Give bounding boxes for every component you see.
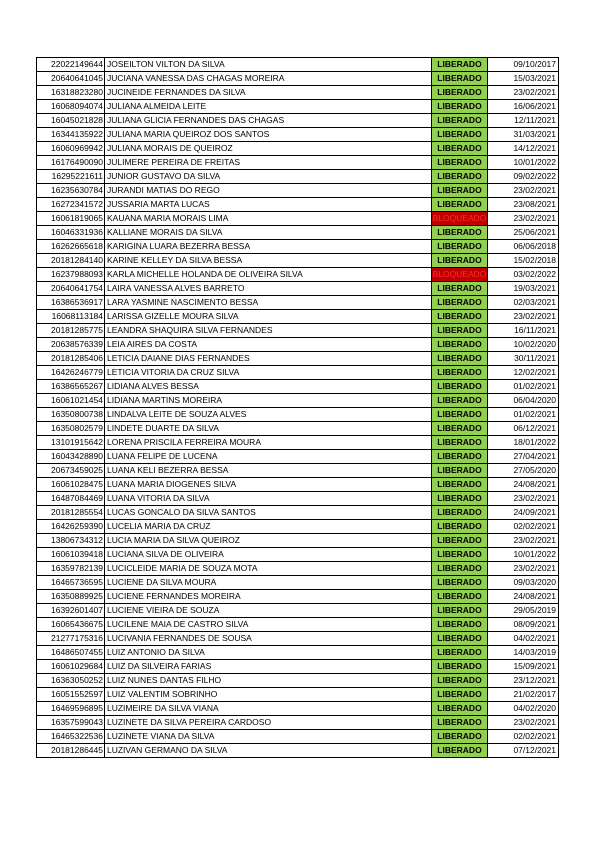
table-row: [37, 58, 559, 72]
record-id-cell: 20640641045: [37, 72, 105, 86]
table-row: [37, 282, 559, 296]
status-cell: LIBERADO: [432, 142, 488, 156]
record-id-cell: 16046331936: [37, 226, 105, 240]
record-name-cell: LUCIENE FERNANDES MOREIRA: [105, 590, 432, 604]
table-row: [37, 198, 559, 212]
record-id-cell: 16235630784: [37, 184, 105, 198]
record-id-cell: 16262665618: [37, 240, 105, 254]
record-id-cell: 16060969942: [37, 142, 105, 156]
table-row: [37, 450, 559, 464]
status-cell: LIBERADO: [432, 492, 488, 506]
table-row: [37, 170, 559, 184]
record-name-cell: LUANA KELI BEZERRA BESSA: [105, 464, 432, 478]
record-name-cell: LUIZ ANTONIO DA SILVA: [105, 646, 432, 660]
record-name-cell: KARIGINA LUARA BEZERRA BESSA: [105, 240, 432, 254]
status-cell: LIBERADO: [432, 520, 488, 534]
record-name-cell: LIDIANA ALVES BESSA: [105, 380, 432, 394]
status-cell: LIBERADO: [432, 506, 488, 520]
table-row: [37, 72, 559, 86]
record-id-cell: 20638576339: [37, 338, 105, 352]
record-id-cell: 20181284140: [37, 254, 105, 268]
status-cell: LIBERADO: [432, 380, 488, 394]
status-cell: LIBERADO: [432, 646, 488, 660]
record-id-cell: 16465736595: [37, 576, 105, 590]
status-cell: LIBERADO: [432, 394, 488, 408]
date-cell: 12/11/2021: [488, 114, 559, 128]
status-cell: BLOQUEADO: [432, 268, 488, 282]
status-cell: LIBERADO: [432, 156, 488, 170]
date-cell: 02/02/2021: [488, 730, 559, 744]
record-name-cell: LUCICLEIDE MARIA DE SOUZA MOTA: [105, 562, 432, 576]
record-id-cell: 16487084469: [37, 492, 105, 506]
status-cell: LIBERADO: [432, 254, 488, 268]
record-name-cell: LUIZ VALENTIM SOBRINHO: [105, 688, 432, 702]
record-id-cell: 16359782139: [37, 562, 105, 576]
table-row: [37, 240, 559, 254]
date-cell: 02/02/2021: [488, 520, 559, 534]
table-row: [37, 520, 559, 534]
record-id-cell: 16350800738: [37, 408, 105, 422]
table-row: [37, 604, 559, 618]
date-cell: 16/11/2021: [488, 324, 559, 338]
record-id-cell: 16051552597: [37, 688, 105, 702]
date-cell: 10/01/2022: [488, 156, 559, 170]
status-cell: LIBERADO: [432, 702, 488, 716]
record-name-cell: LUZIVAN GERMANO DA SILVA: [105, 744, 432, 758]
status-cell: LIBERADO: [432, 548, 488, 562]
record-name-cell: LUZINETE VIANA DA SILVA: [105, 730, 432, 744]
record-id-cell: 16386536917: [37, 296, 105, 310]
status-cell: LIBERADO: [432, 408, 488, 422]
record-name-cell: LUCILENE MAIA DE CASTRO SILVA: [105, 618, 432, 632]
table-row: [37, 744, 559, 758]
record-name-cell: LORENA PRISCILA FERREIRA MOURA: [105, 436, 432, 450]
record-name-cell: LEIA AIRES DA COSTA: [105, 338, 432, 352]
status-cell: LIBERADO: [432, 604, 488, 618]
date-cell: 24/08/2021: [488, 590, 559, 604]
table-row: [37, 408, 559, 422]
record-id-cell: 16465322536: [37, 730, 105, 744]
status-cell: LIBERADO: [432, 618, 488, 632]
date-cell: 31/03/2021: [488, 128, 559, 142]
date-cell: 01/02/2021: [488, 408, 559, 422]
date-cell: 21/02/2017: [488, 688, 559, 702]
table-row: [37, 380, 559, 394]
record-id-cell: 16061021454: [37, 394, 105, 408]
table-row: [37, 576, 559, 590]
record-id-cell: 13806734312: [37, 534, 105, 548]
record-name-cell: LUCIENE VIEIRA DE SOUZA: [105, 604, 432, 618]
status-cell: LIBERADO: [432, 226, 488, 240]
record-id-cell: 16363050252: [37, 674, 105, 688]
record-id-cell: 16272341572: [37, 198, 105, 212]
record-id-cell: 16386565267: [37, 380, 105, 394]
status-cell: LIBERADO: [432, 436, 488, 450]
date-cell: 23/02/2021: [488, 86, 559, 100]
record-name-cell: LUCELIA MARIA DA CRUZ: [105, 520, 432, 534]
date-cell: 23/08/2021: [488, 198, 559, 212]
status-cell: LIBERADO: [432, 100, 488, 114]
date-cell: 15/09/2021: [488, 660, 559, 674]
record-id-cell: 16061029684: [37, 660, 105, 674]
date-cell: 06/12/2021: [488, 422, 559, 436]
status-cell: LIBERADO: [432, 688, 488, 702]
table-row: [37, 702, 559, 716]
status-cell: LIBERADO: [432, 464, 488, 478]
record-name-cell: KALLIANE MORAIS DA SILVA: [105, 226, 432, 240]
record-id-cell: 16068094074: [37, 100, 105, 114]
record-id-cell: 16426246779: [37, 366, 105, 380]
date-cell: 18/01/2022: [488, 436, 559, 450]
table-row: [37, 86, 559, 100]
record-name-cell: LUCIA MARIA DA SILVA QUEIROZ: [105, 534, 432, 548]
table-row: [37, 226, 559, 240]
table-row: [37, 324, 559, 338]
table-row: [37, 730, 559, 744]
table-row: [37, 464, 559, 478]
record-name-cell: LUANA MARIA DIOGENES SILVA: [105, 478, 432, 492]
date-cell: 02/03/2021: [488, 296, 559, 310]
date-cell: 10/02/2020: [488, 338, 559, 352]
record-name-cell: LUIZ DA SILVEIRA FARIAS: [105, 660, 432, 674]
record-name-cell: LUCIVANIA FERNANDES DE SOUSA: [105, 632, 432, 646]
record-id-cell: 16350802579: [37, 422, 105, 436]
status-cell: BLOQUEADO: [432, 212, 488, 226]
date-cell: 24/09/2021: [488, 506, 559, 520]
table-row: [37, 534, 559, 548]
date-cell: 23/02/2021: [488, 184, 559, 198]
date-cell: 10/01/2022: [488, 548, 559, 562]
date-cell: 25/06/2021: [488, 226, 559, 240]
record-name-cell: LARISSA GIZELLE MOURA SILVA: [105, 310, 432, 324]
table-row: [37, 184, 559, 198]
record-name-cell: LUANA VITORIA DA SILVA: [105, 492, 432, 506]
status-cell: LIBERADO: [432, 310, 488, 324]
table-row: [37, 716, 559, 730]
record-id-cell: 16061039418: [37, 548, 105, 562]
record-id-cell: 16350889925: [37, 590, 105, 604]
record-name-cell: JULIANA MARIA QUEIROZ DOS SANTOS: [105, 128, 432, 142]
record-id-cell: 16392601407: [37, 604, 105, 618]
table-row: [37, 296, 559, 310]
record-name-cell: JUCINEIDE FERNANDES DA SILVA: [105, 86, 432, 100]
status-cell: LIBERADO: [432, 576, 488, 590]
date-cell: 23/02/2021: [488, 310, 559, 324]
table-row: [37, 674, 559, 688]
record-id-cell: 16043428890: [37, 450, 105, 464]
date-cell: 09/03/2020: [488, 576, 559, 590]
record-name-cell: KARINE KELLEY DA SILVA BESSA: [105, 254, 432, 268]
status-cell: LIBERADO: [432, 72, 488, 86]
date-cell: 15/03/2021: [488, 72, 559, 86]
record-name-cell: JULIANA MORAIS DE QUEIROZ: [105, 142, 432, 156]
date-cell: 04/02/2020: [488, 702, 559, 716]
status-cell: LIBERADO: [432, 170, 488, 184]
record-id-cell: 20640641754: [37, 282, 105, 296]
date-cell: 06/04/2020: [488, 394, 559, 408]
table-row: [37, 268, 559, 282]
record-id-cell: 16486507455: [37, 646, 105, 660]
table-row: [37, 128, 559, 142]
record-id-cell: 21277175316: [37, 632, 105, 646]
record-name-cell: JUNIOR GUSTAVO DA SILVA: [105, 170, 432, 184]
record-id-cell: 13101915642: [37, 436, 105, 450]
record-id-cell: 16061028475: [37, 478, 105, 492]
table-row: [37, 310, 559, 324]
record-name-cell: LETICIA DAIANE DIAS FERNANDES: [105, 352, 432, 366]
record-name-cell: LUCIANA SILVA DE OLIVEIRA: [105, 548, 432, 562]
table-row: [37, 492, 559, 506]
record-id-cell: 16237988093: [37, 268, 105, 282]
date-cell: 23/02/2021: [488, 212, 559, 226]
status-cell: LIBERADO: [432, 590, 488, 604]
record-name-cell: JUSSARIA MARTA LUCAS: [105, 198, 432, 212]
date-cell: 14/03/2019: [488, 646, 559, 660]
table-row: [37, 548, 559, 562]
table-row: [37, 366, 559, 380]
record-id-cell: 16426259390: [37, 520, 105, 534]
status-cell: LIBERADO: [432, 562, 488, 576]
record-name-cell: KARLA MICHELLE HOLANDA DE OLIVEIRA SILVA: [105, 268, 432, 282]
record-name-cell: LUZIMEIRE DA SILVA VIANA: [105, 702, 432, 716]
table-row: [37, 394, 559, 408]
table-row: [37, 422, 559, 436]
status-cell: LIBERADO: [432, 730, 488, 744]
record-name-cell: JOSEILTON VILTON DA SILVA: [105, 58, 432, 72]
date-cell: 09/02/2022: [488, 170, 559, 184]
record-id-cell: 16357599043: [37, 716, 105, 730]
status-cell: LIBERADO: [432, 324, 488, 338]
table-row: [37, 100, 559, 114]
table-row: [37, 478, 559, 492]
record-id-cell: 16065436675: [37, 618, 105, 632]
status-cell: LIBERADO: [432, 296, 488, 310]
record-name-cell: JULIMERE PEREIRA DE FREITAS: [105, 156, 432, 170]
date-cell: 23/02/2021: [488, 562, 559, 576]
table-row: [37, 114, 559, 128]
record-name-cell: LUCAS GONCALO DA SILVA SANTOS: [105, 506, 432, 520]
status-cell: LIBERADO: [432, 352, 488, 366]
date-cell: 23/12/2021: [488, 674, 559, 688]
table-row: [37, 142, 559, 156]
records-table-body: [37, 58, 559, 758]
table-row: [37, 156, 559, 170]
table-row: [37, 212, 559, 226]
record-name-cell: LARA YASMINE NASCIMENTO BESSA: [105, 296, 432, 310]
status-cell: LIBERADO: [432, 660, 488, 674]
status-cell: LIBERADO: [432, 744, 488, 758]
record-name-cell: LINDALVA LEITE DE SOUZA ALVES: [105, 408, 432, 422]
status-cell: LIBERADO: [432, 282, 488, 296]
record-name-cell: LIDIANA MARTINS MOREIRA: [105, 394, 432, 408]
date-cell: 23/02/2021: [488, 534, 559, 548]
date-cell: 09/10/2017: [488, 58, 559, 72]
record-id-cell: 16344135922: [37, 128, 105, 142]
date-cell: 19/03/2021: [488, 282, 559, 296]
record-id-cell: 16176490090: [37, 156, 105, 170]
status-cell: LIBERADO: [432, 58, 488, 72]
date-cell: 07/12/2021: [488, 744, 559, 758]
record-id-cell: 16295221611: [37, 170, 105, 184]
status-cell: LIBERADO: [432, 674, 488, 688]
record-id-cell: 20673459025: [37, 464, 105, 478]
date-cell: 12/02/2021: [488, 366, 559, 380]
date-cell: 29/05/2019: [488, 604, 559, 618]
status-cell: LIBERADO: [432, 478, 488, 492]
date-cell: 23/02/2021: [488, 492, 559, 506]
record-name-cell: LINDETE DUARTE DA SILVA: [105, 422, 432, 436]
table-row: [37, 618, 559, 632]
records-table: [36, 57, 559, 758]
status-cell: LIBERADO: [432, 450, 488, 464]
date-cell: 27/04/2021: [488, 450, 559, 464]
status-cell: LIBERADO: [432, 338, 488, 352]
table-row: [37, 660, 559, 674]
record-id-cell: 16045021828: [37, 114, 105, 128]
record-id-cell: 22022149644: [37, 58, 105, 72]
record-id-cell: 16318823280: [37, 86, 105, 100]
status-cell: LIBERADO: [432, 86, 488, 100]
date-cell: 14/12/2021: [488, 142, 559, 156]
date-cell: 03/02/2022: [488, 268, 559, 282]
record-name-cell: JURANDI MATIAS DO REGO: [105, 184, 432, 198]
date-cell: 27/05/2020: [488, 464, 559, 478]
record-id-cell: 20181285406: [37, 352, 105, 366]
record-name-cell: LEANDRA SHAQUIRA SILVA FERNANDES: [105, 324, 432, 338]
record-name-cell: LUZINETE DA SILVA PEREIRA CARDOSO: [105, 716, 432, 730]
status-cell: LIBERADO: [432, 534, 488, 548]
status-cell: LIBERADO: [432, 632, 488, 646]
record-name-cell: JULIANA GLICIA FERNANDES DAS CHAGAS: [105, 114, 432, 128]
status-cell: LIBERADO: [432, 240, 488, 254]
table-row: [37, 352, 559, 366]
status-cell: LIBERADO: [432, 198, 488, 212]
date-cell: 08/09/2021: [488, 618, 559, 632]
record-id-cell: 16061819065: [37, 212, 105, 226]
table-row: [37, 254, 559, 268]
table-row: [37, 632, 559, 646]
table-row: [37, 646, 559, 660]
date-cell: 06/06/2018: [488, 240, 559, 254]
table-row: [37, 436, 559, 450]
record-id-cell: 16068113184: [37, 310, 105, 324]
date-cell: 23/02/2021: [488, 716, 559, 730]
status-cell: LIBERADO: [432, 422, 488, 436]
record-name-cell: LETICIA VITORIA DA CRUZ SILVA: [105, 366, 432, 380]
record-name-cell: JUCIANA VANESSA DAS CHAGAS MOREIRA: [105, 72, 432, 86]
date-cell: 01/02/2021: [488, 380, 559, 394]
status-cell: LIBERADO: [432, 366, 488, 380]
record-id-cell: 16469596895: [37, 702, 105, 716]
record-name-cell: KAUANA MARIA MORAIS LIMA: [105, 212, 432, 226]
record-name-cell: LUIZ NUNES DANTAS FILHO: [105, 674, 432, 688]
table-row: [37, 688, 559, 702]
date-cell: 16/06/2021: [488, 100, 559, 114]
status-cell: LIBERADO: [432, 716, 488, 730]
date-cell: 04/02/2021: [488, 632, 559, 646]
record-id-cell: 20181285775: [37, 324, 105, 338]
date-cell: 24/08/2021: [488, 478, 559, 492]
date-cell: 30/11/2021: [488, 352, 559, 366]
status-cell: LIBERADO: [432, 184, 488, 198]
record-name-cell: LUANA FELIPE DE LUCENA: [105, 450, 432, 464]
record-name-cell: JULIANA ALMEIDA LEITE: [105, 100, 432, 114]
status-cell: LIBERADO: [432, 128, 488, 142]
date-cell: 15/02/2018: [488, 254, 559, 268]
table-row: [37, 338, 559, 352]
table-row: [37, 562, 559, 576]
record-name-cell: LUCIENE DA SILVA MOURA: [105, 576, 432, 590]
table-row: [37, 506, 559, 520]
record-id-cell: 20181286445: [37, 744, 105, 758]
status-cell: LIBERADO: [432, 114, 488, 128]
record-name-cell: LAIRA VANESSA ALVES BARRETO: [105, 282, 432, 296]
table-row: [37, 590, 559, 604]
record-id-cell: 20181285554: [37, 506, 105, 520]
